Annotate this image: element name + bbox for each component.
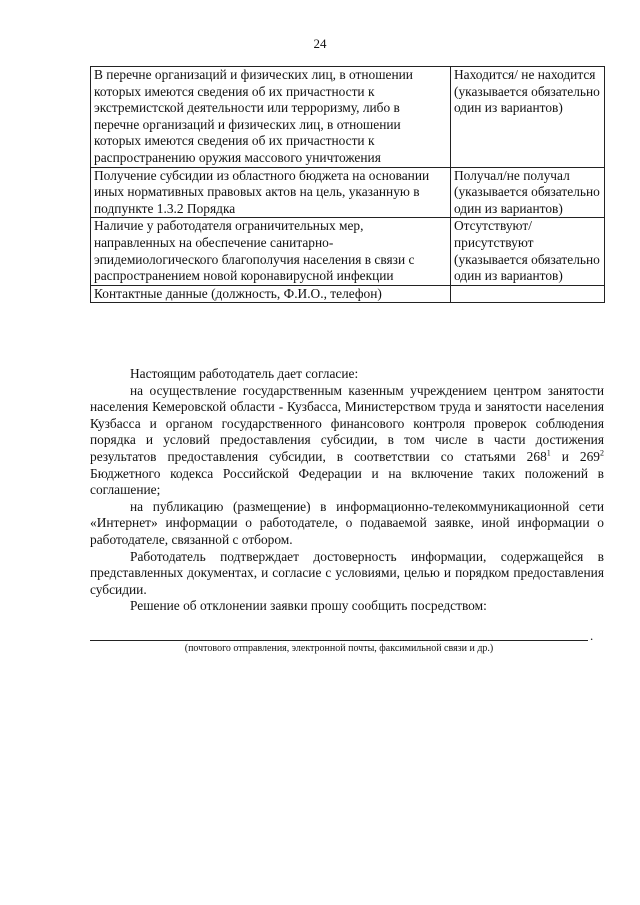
table-row <box>91 218 605 285</box>
article-superscript: 1 <box>546 448 551 458</box>
rejection-notice-paragraph: Решение об отклонении заявки прошу сообщить посредством: <box>130 598 487 614</box>
criterion-cell: В перечне организаций и физических лиц, в отношении которых имеются сведения об их причастности к экстремистской деятельности или терроризму, либо в перечне организаций и физических лиц, в отношении которых имеются сведения об их причастности к распространению оружия массового уничтожения <box>91 67 451 168</box>
table-row <box>91 167 605 218</box>
page-number: 24 <box>313 36 327 51</box>
document-body <box>90 366 604 615</box>
consent-inspection-text-end: Бюджетного кодекса Российской Федерации и на включение таких положений в соглашение; <box>90 465 604 498</box>
criterion-cell: Контактные данные (должность, Ф.И.О., телефон) <box>91 285 451 303</box>
consent-intro: Настоящим работодатель дает согласие: <box>130 366 359 381</box>
value-cell <box>451 285 605 303</box>
value-cell: Получал/не получал (указывается обязательно один из вариантов) <box>451 167 605 218</box>
consent-inspection-text: на осуществление государственным казенным учреждением центром занятости населения Кемеровской области - Кузбасса, Министерством труда и занятости населения Кузбасса и органом государственного финансового контроля проверок соблюдения порядка и условий предоставления субсидии, в том числе в части достижения результатов предоставления субсидии, в соответствии со статьями 268 <box>90 382 604 464</box>
table-row <box>91 285 605 303</box>
consent-inspection-paragraph <box>90 383 604 499</box>
applicant-info-table <box>90 66 605 303</box>
fill-in-line <box>90 640 588 641</box>
consent-inspection-text-mid: и 269 <box>550 448 600 464</box>
criterion-cell: Получение субсидии из областного бюджета на основании иных нормативных правовых актов на цель, указанную в подпункте 1.3.2 Порядка <box>91 167 451 218</box>
consent-publication-paragraph: на публикацию (размещение) в информационно-телекоммуникационной сети «Интернет» информации о работодателе, о подаваемой заявке, иной информации о работодателе, связанной с отбором. <box>90 498 604 547</box>
confirmation-paragraph: Работодатель подтверждает достоверность информации, содержащейся в представленных документах, и согласие с условиями, целью и порядком предоставления субсидии. <box>90 548 604 597</box>
fill-in-end-mark: . <box>590 628 594 643</box>
table-row <box>91 67 605 168</box>
value-cell: Отсутствуют/ присутствуют (указывается обязательно один из вариантов) <box>451 218 605 285</box>
criterion-cell: Наличие у работодателя ограничительных мер, направленных на обеспечение санитарно-эпидемиологического благополучия населения в связи с распространением новой коронавирусной инфекции <box>91 218 451 285</box>
article-superscript: 2 <box>600 448 604 458</box>
fill-in-hint: (почтового отправления, электронной почты, факсимильной связи и др.) <box>184 643 494 654</box>
value-cell: Находится/ не находится (указывается обязательно один из вариантов) <box>451 67 605 168</box>
